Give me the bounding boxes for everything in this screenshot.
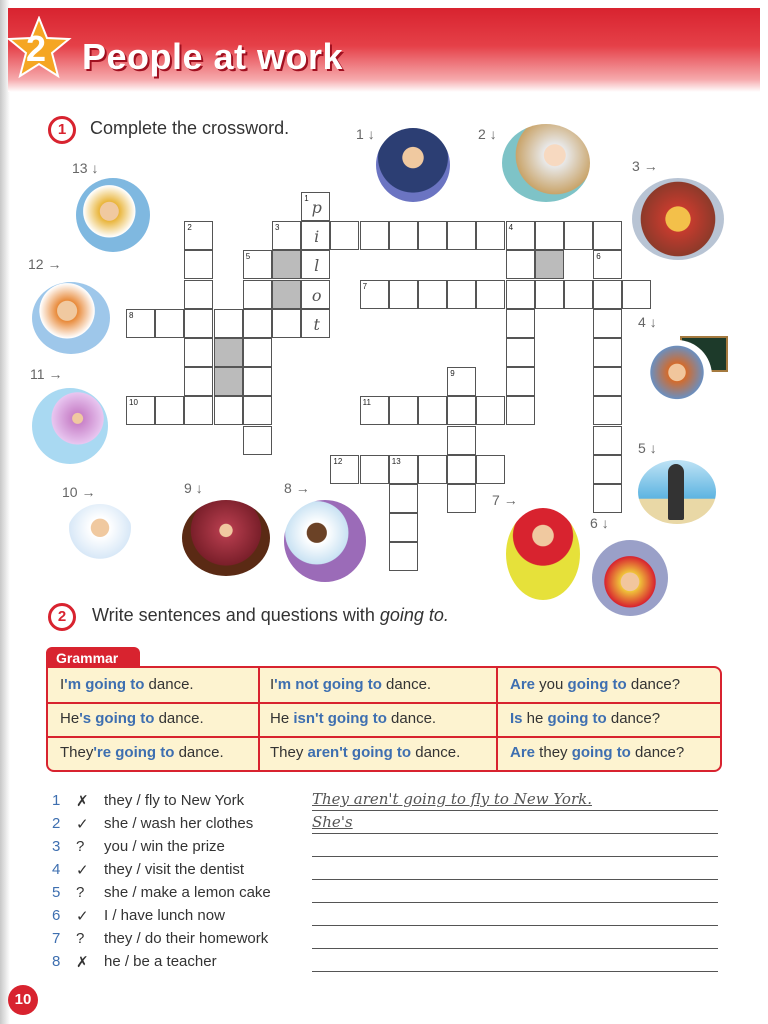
- item-prompt: he / be a teacher: [104, 953, 217, 970]
- crossword-cell[interactable]: [535, 280, 564, 309]
- crossword-cell[interactable]: [506, 280, 535, 309]
- crossword-cell[interactable]: [330, 221, 359, 250]
- answer-line[interactable]: [312, 902, 718, 903]
- item-number: 2: [52, 815, 61, 832]
- grammar-example: I'm not going to dance.: [270, 676, 432, 693]
- grammar-example: They're going to dance.: [60, 744, 224, 761]
- crossword-cell[interactable]: [243, 396, 272, 425]
- crossword-cell[interactable]: [184, 338, 213, 367]
- clue-label-13: 13 ↓: [72, 160, 99, 176]
- crossword-cell[interactable]: [447, 484, 476, 513]
- grammar-example: I'm going to dance.: [60, 676, 194, 693]
- crossword-cell[interactable]: [330, 455, 359, 484]
- crossword-cell[interactable]: [301, 280, 330, 309]
- item-number: 8: [52, 953, 61, 970]
- clue-number: 8: [129, 310, 134, 320]
- policeman-illustration: [376, 128, 450, 202]
- crossword-cell[interactable]: [243, 338, 272, 367]
- crossword-cell[interactable]: [360, 221, 389, 250]
- crossword-cell[interactable]: [214, 309, 243, 338]
- diver-figure: [668, 464, 684, 520]
- clue-label-8: 8 →: [284, 480, 310, 496]
- item-mark: ✓: [76, 908, 89, 925]
- painter-illustration: [502, 124, 590, 202]
- crossword-cell[interactable]: [389, 542, 418, 571]
- clue-label-2: 2 ↓: [478, 126, 497, 142]
- item-number: 1: [52, 792, 61, 809]
- firefighters-illustration: [632, 178, 724, 260]
- item-prompt: they / fly to New York: [104, 792, 245, 809]
- grammar-example: Are you going to dance?: [510, 676, 681, 693]
- handwritten-letter: l: [314, 256, 320, 276]
- crossword-cell[interactable]: [301, 192, 330, 221]
- crossword-cell[interactable]: [389, 396, 418, 425]
- crossword-cell[interactable]: [593, 367, 622, 396]
- crossword-cell[interactable]: [476, 221, 505, 250]
- exercise-2-badge: 2: [48, 603, 76, 631]
- crossword-cell[interactable]: [126, 396, 155, 425]
- crossword-cell[interactable]: [272, 280, 301, 309]
- grammar-tab: Grammar: [46, 647, 140, 669]
- clue-label-10: 10 →: [62, 484, 96, 500]
- crossword-cell[interactable]: [506, 367, 535, 396]
- crossword-cell[interactable]: [389, 221, 418, 250]
- crossword-cell[interactable]: [301, 309, 330, 338]
- item-number: 5: [52, 884, 61, 901]
- answer-line[interactable]: [312, 925, 718, 926]
- clue-number: 13: [391, 456, 401, 466]
- item-mark: ?: [76, 930, 85, 947]
- crossword-cell[interactable]: [184, 367, 213, 396]
- crossword-cell[interactable]: [243, 250, 272, 279]
- mechanic-illustration: [592, 540, 668, 616]
- grammar-example: He's going to dance.: [60, 710, 204, 727]
- unit-title: People at work: [82, 36, 344, 77]
- clue-label-6: 6 ↓: [590, 515, 609, 531]
- crossword-cell[interactable]: [593, 280, 622, 309]
- crossword-cell[interactable]: [184, 250, 213, 279]
- answer-line[interactable]: [312, 810, 718, 811]
- crossword-cell[interactable]: [418, 221, 447, 250]
- handwritten-answer: They aren't going to fly to New York.: [312, 790, 592, 808]
- crossword-cell[interactable]: [214, 396, 243, 425]
- item-number: 6: [52, 907, 61, 924]
- crossword-cell[interactable]: [184, 221, 213, 250]
- item-mark: ✗: [76, 954, 89, 971]
- answer-line[interactable]: [312, 833, 718, 834]
- crossword-cell[interactable]: [389, 280, 418, 309]
- crossword-cell[interactable]: [184, 280, 213, 309]
- exercise-2-instruction: Write sentences and questions with going to.: [92, 605, 449, 625]
- crossword-cell[interactable]: [418, 455, 447, 484]
- crossword-cell[interactable]: [214, 338, 243, 367]
- clue-number: 11: [362, 398, 371, 408]
- cook-illustration: [76, 178, 150, 252]
- unit-number: 2: [25, 28, 47, 69]
- crossword-cell[interactable]: [593, 484, 622, 513]
- clue-label-3: 3 →: [632, 158, 658, 174]
- crossword-cell[interactable]: [272, 221, 301, 250]
- crossword-cell[interactable]: [564, 280, 593, 309]
- crossword-cell[interactable]: [593, 250, 622, 279]
- item-prompt: they / visit the dentist: [104, 861, 245, 878]
- crossword-cell[interactable]: [389, 455, 418, 484]
- clue-number: 3: [275, 223, 280, 233]
- clue-number: 10: [129, 398, 138, 408]
- crossword-cell[interactable]: [593, 455, 622, 484]
- crossword-cell[interactable]: [476, 280, 505, 309]
- clue-label-7: 7 →: [492, 492, 518, 508]
- crossword-cell[interactable]: [272, 309, 301, 338]
- handwritten-answer: She's: [312, 813, 353, 831]
- crossword-cell[interactable]: [622, 280, 651, 309]
- crossword-cell[interactable]: [126, 309, 155, 338]
- crossword-cell[interactable]: [535, 221, 564, 250]
- crossword-cell[interactable]: [243, 426, 272, 455]
- page-binding-shadow: [0, 0, 10, 1024]
- handwritten-letter: o: [311, 285, 322, 305]
- handwritten-letter: t: [313, 314, 320, 334]
- crossword-cell[interactable]: [243, 309, 272, 338]
- crossword-cell[interactable]: [506, 338, 535, 367]
- clue-label-12: 12 →: [28, 256, 62, 272]
- crossword-cell[interactable]: [243, 367, 272, 396]
- crossword-cell[interactable]: [447, 367, 476, 396]
- crossword-cell[interactable]: [593, 426, 622, 455]
- item-mark: ?: [76, 838, 85, 855]
- crossword-cell[interactable]: [593, 221, 622, 250]
- answer-line[interactable]: [312, 856, 718, 857]
- crossword-cell[interactable]: [506, 396, 535, 425]
- exercise-1-badge: 1: [48, 116, 76, 144]
- nurse-illustration: [66, 504, 134, 572]
- crossword-cell[interactable]: [418, 280, 447, 309]
- item-prompt: you / win the prize: [104, 838, 225, 855]
- crossword-cell[interactable]: [184, 396, 213, 425]
- grammar-example: They aren't going to dance.: [270, 744, 461, 761]
- dentist-illustration: [284, 500, 366, 582]
- clue-number: 6: [596, 252, 601, 262]
- answer-line[interactable]: [312, 948, 718, 949]
- crossword-cell[interactable]: [301, 221, 330, 250]
- item-number: 4: [52, 861, 61, 878]
- crossword-cell[interactable]: [155, 396, 184, 425]
- crossword-cell[interactable]: [476, 396, 505, 425]
- crossword-cell[interactable]: [360, 455, 389, 484]
- clue-number: 1: [304, 194, 309, 203]
- crossword-cell[interactable]: [155, 309, 184, 338]
- crossword-cell[interactable]: [214, 367, 243, 396]
- crossword-cell[interactable]: [360, 396, 389, 425]
- handwritten-letter: p: [311, 198, 322, 217]
- clue-number: 9: [450, 369, 455, 379]
- item-prompt: I / have lunch now: [104, 907, 225, 924]
- crossword-cell[interactable]: [301, 250, 330, 279]
- item-number: 7: [52, 930, 61, 947]
- clue-number: 4: [508, 223, 514, 233]
- clue-number: 7: [362, 281, 368, 291]
- crossword-cell[interactable]: [506, 221, 535, 250]
- answer-line[interactable]: [312, 971, 718, 972]
- crossword-cell[interactable]: [506, 309, 535, 338]
- actor-illustration: [182, 500, 270, 576]
- answer-line[interactable]: [312, 879, 718, 880]
- crossword-cell[interactable]: [360, 280, 389, 309]
- item-prompt: she / make a lemon cake: [104, 884, 271, 901]
- scientist-illustration: [32, 282, 110, 354]
- clue-number: 5: [245, 252, 251, 262]
- teacher-illustration: [642, 340, 712, 412]
- crossword-cell[interactable]: [243, 280, 272, 309]
- crossword-cell[interactable]: [447, 426, 476, 455]
- crossword-cell[interactable]: [447, 280, 476, 309]
- item-number: 3: [52, 838, 61, 855]
- clue-label-4: 4 ↓: [638, 314, 657, 330]
- crossword-cell[interactable]: [593, 309, 622, 338]
- item-mark: ✓: [76, 862, 89, 879]
- clue-number: 12: [333, 456, 343, 466]
- crossword-cell[interactable]: [418, 396, 447, 425]
- clue-number: 2: [187, 223, 192, 233]
- crossword-cell[interactable]: [593, 338, 622, 367]
- clue-label-5: 5 ↓: [638, 440, 657, 456]
- grammar-example: He isn't going to dance.: [270, 710, 437, 727]
- footballer-illustration: [506, 508, 580, 600]
- page-number: 10: [8, 985, 38, 1015]
- clue-label-1: 1 ↓: [356, 126, 375, 142]
- grammar-example: Are they going to dance?: [510, 744, 685, 761]
- crossword-cell[interactable]: [564, 221, 593, 250]
- crossword-cell[interactable]: [447, 396, 476, 425]
- crossword-cell[interactable]: [535, 250, 564, 279]
- item-prompt: they / do their homework: [104, 930, 269, 947]
- crossword-cell[interactable]: [476, 455, 505, 484]
- clue-label-9: 9 ↓: [184, 480, 203, 496]
- grammar-example: Is he going to dance?: [510, 710, 661, 727]
- dancer-illustration: [32, 388, 108, 464]
- clue-label-11: 11 →: [30, 366, 63, 382]
- crossword-cell[interactable]: [506, 250, 535, 279]
- exercise-1-instruction: Complete the crossword.: [90, 118, 290, 138]
- item-mark: ✓: [76, 816, 89, 833]
- crossword-cell[interactable]: [184, 309, 213, 338]
- crossword-cell[interactable]: [389, 484, 418, 513]
- crossword-cell[interactable]: [593, 396, 622, 425]
- handwritten-letter: i: [314, 227, 320, 247]
- item-prompt: she / wash her clothes: [104, 815, 254, 832]
- crossword-cell[interactable]: [447, 455, 476, 484]
- crossword-cell[interactable]: [447, 221, 476, 250]
- grammar-table: [46, 666, 722, 772]
- crossword-cell[interactable]: [389, 513, 418, 542]
- crossword-cell[interactable]: [272, 250, 301, 279]
- item-mark: ✗: [76, 793, 89, 810]
- item-mark: ?: [76, 884, 85, 901]
